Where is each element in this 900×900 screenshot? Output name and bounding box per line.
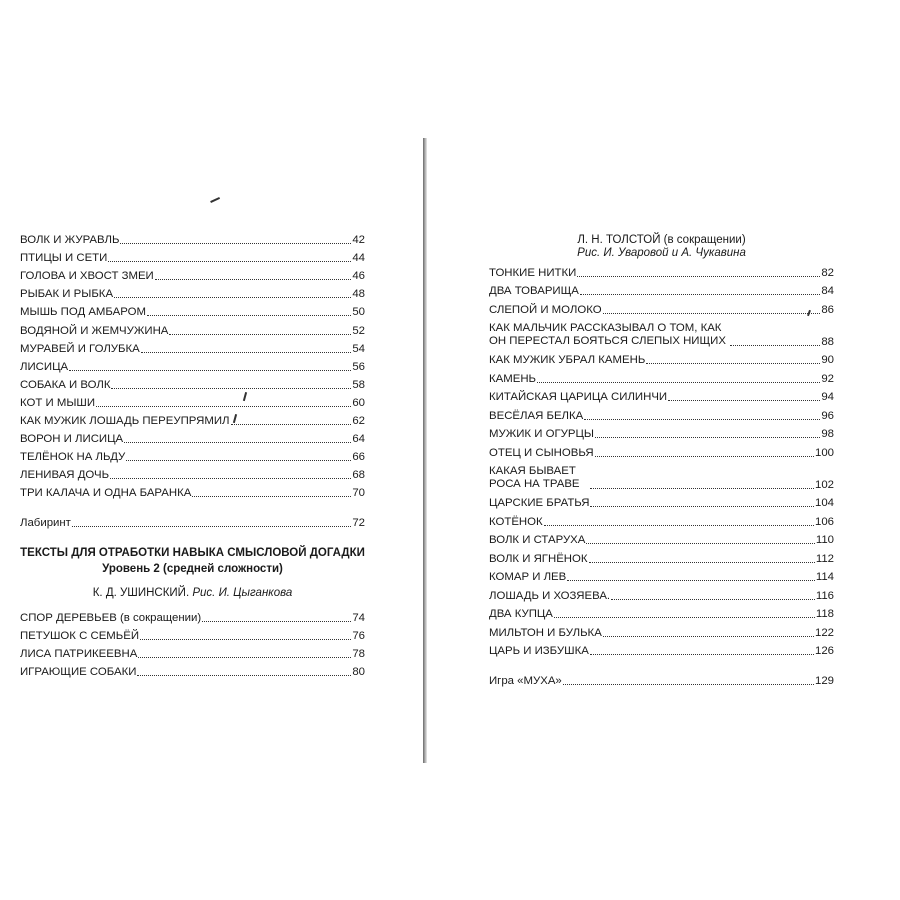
toc-page-number: 58 <box>352 378 365 391</box>
toc-dot-leader <box>137 675 351 676</box>
toc-entry <box>489 405 834 424</box>
toc-entry <box>489 262 834 281</box>
toc-entry-title: ПТИЦЫ И СЕТИ <box>20 252 108 265</box>
toc-dot-leader <box>537 382 820 383</box>
toc-entry-title: ВОЛК И ЯГНЁНОК <box>489 552 588 565</box>
toc-page-number: 76 <box>352 630 365 643</box>
toc-dot-leader <box>69 370 351 371</box>
toc-entry <box>489 622 834 641</box>
toc-page-number: 102 <box>814 478 834 491</box>
toc-page-number: 84 <box>821 285 834 297</box>
toc-page-number: 112 <box>815 552 834 565</box>
toc-entry-title: ЛИСА ПАТРИКЕЕВНА <box>20 648 138 661</box>
toc-page-number: 92 <box>821 372 834 385</box>
toc-entry-title: ИГРАЮЩИЕ СОБАКИ <box>20 666 137 679</box>
level-heading: Уровень 2 (средней сложности) <box>102 563 283 575</box>
toc-entry <box>20 411 365 429</box>
author-line <box>20 586 365 600</box>
toc-page-number: 46 <box>352 270 365 283</box>
toc-entry-title: МИЛЬТОН И БУЛЬКА <box>489 626 602 639</box>
toc-page-number: 62 <box>352 415 365 428</box>
toc-entry-title: КОТЁНОК <box>489 515 543 528</box>
toc-entry <box>20 230 365 248</box>
toc-entry <box>489 493 834 512</box>
toc-page-number: 66 <box>352 451 365 464</box>
toc-entry <box>489 461 834 493</box>
toc-entry <box>489 387 834 406</box>
toc-entry-title: СЛЕПОЙ И МОЛОКО <box>489 303 602 316</box>
toc-entry <box>20 393 365 411</box>
toc-entry-title: КАК МАЛЬЧИК РАССКАЗЫВАЛ О ТОМ, КАК ОН ПЕРЕСТАЛ БОЯТЬСЯ СЛЕПЫХ НИЩИХ <box>489 321 726 347</box>
toc-entry <box>20 608 365 626</box>
toc-page-number: 118 <box>815 608 834 620</box>
toc-dot-leader <box>730 345 820 346</box>
toc-entry <box>489 511 834 530</box>
toc-entry <box>489 530 834 549</box>
toc-entry-title: ВОРОН И ЛИСИЦА <box>20 433 124 446</box>
toc-entry-title: ТЕЛЁНОК НА ЛЬДУ <box>20 451 126 464</box>
toc-page-number: 72 <box>352 516 365 529</box>
toc-page-number: 88 <box>821 335 834 348</box>
toc-page-number: 114 <box>815 571 834 583</box>
toc-page-number: 50 <box>352 306 365 319</box>
toc-entry <box>20 447 365 465</box>
toc-entry-title: ДВА ТОВАРИЩА <box>489 285 579 297</box>
illustrators-line: Рис. И. Уваровой и А. Чукавина <box>577 247 746 259</box>
toc-dot-leader <box>72 526 351 527</box>
toc-page-number: 56 <box>352 360 365 373</box>
toc-page-number: 116 <box>815 589 834 602</box>
section-heading: ТЕКСТЫ ДЛЯ ОТРАБОТКИ НАВЫКА СМЫСЛОВОЙ ДОГАДКИ <box>20 547 365 559</box>
toc-dot-leader <box>586 543 814 544</box>
toc-entry <box>489 350 834 369</box>
toc-entry-title: КАК МУЖИК УБРАЛ КАМЕНЬ <box>489 354 646 366</box>
pen-mark <box>210 197 220 203</box>
toc-entry-title: КИТАЙСКАЯ ЦАРИЦА СИЛИНЧИ <box>489 391 668 403</box>
toc-dot-leader <box>595 456 814 457</box>
toc-entry-title: ДВА КУПЦА <box>489 608 553 620</box>
toc-entry <box>489 442 834 461</box>
toc-dot-leader <box>140 639 351 640</box>
toc-entry <box>20 644 365 662</box>
toc-entry <box>489 641 834 660</box>
toc-dot-leader <box>141 352 352 353</box>
toc-entry-title: ТОНКИЕ НИТКИ <box>489 266 577 279</box>
toc-entry <box>489 548 834 567</box>
toc-dot-leader <box>603 636 814 637</box>
toc-dot-leader <box>611 599 815 600</box>
toc-dot-leader <box>567 580 815 581</box>
toc-dot-leader <box>111 388 351 389</box>
toc-entry-title: КОТ И МЫШИ <box>20 396 96 409</box>
toc-entry <box>489 567 834 586</box>
toc-entry-title: СОБАКА И ВОЛК <box>20 378 111 391</box>
toc-page-number: 82 <box>821 266 834 279</box>
toc-dot-leader <box>110 478 351 479</box>
author-name: К. Д. УШИНСКИЙ. <box>92 587 190 599</box>
toc-entry <box>20 339 365 357</box>
toc-page-number: 129 <box>814 674 834 687</box>
toc-dot-leader <box>590 506 814 507</box>
toc-entry <box>20 357 365 375</box>
toc-page-number: 80 <box>352 666 365 679</box>
illustrator-name: Рис. И. Цыганкова <box>192 587 293 599</box>
toc-entry-title: МЫШЬ ПОД АМБАРОМ <box>20 306 146 319</box>
toc-list-left <box>20 230 365 531</box>
toc-entry <box>20 302 365 320</box>
toc-entry <box>20 662 365 680</box>
toc-entry <box>20 320 365 338</box>
toc-entry <box>20 626 365 644</box>
toc-entry <box>20 429 365 447</box>
toc-dot-leader <box>589 562 815 563</box>
toc-entry <box>489 318 834 350</box>
toc-dot-leader <box>169 334 351 335</box>
toc-dot-leader <box>155 279 352 280</box>
toc-dot-leader <box>114 297 351 298</box>
toc-page-number: 86 <box>821 303 834 316</box>
toc-entry <box>489 604 834 623</box>
toc-entry <box>20 483 365 501</box>
toc-dot-leader <box>138 657 351 658</box>
toc-entry-title: ВОЛК И СТАРУХА <box>489 534 586 546</box>
toc-entry <box>489 585 834 604</box>
left-page <box>0 0 424 900</box>
toc-entry <box>20 284 365 302</box>
toc-entry-title: ВОЛК И ЖУРАВЛЬ <box>20 234 120 247</box>
toc-dot-leader <box>595 437 820 438</box>
toc-entry-title: ГОЛОВА И ХВОСТ ЗМЕИ <box>20 270 154 283</box>
toc-entry-title: ЛОШАДЬ И ХОЗЯЕВА. <box>489 589 611 602</box>
toc-dot-leader <box>96 406 351 407</box>
toc-page-number: 90 <box>821 354 834 366</box>
toc-entry-title: ЦАРСКИЕ БРАТЬЯ <box>489 497 590 509</box>
toc-dot-leader <box>577 276 820 277</box>
toc-dot-leader <box>584 419 820 420</box>
toc-page-number: 52 <box>352 324 365 337</box>
toc-page-number: 68 <box>352 469 365 482</box>
toc-dot-leader <box>108 261 351 262</box>
toc-page-number: 122 <box>814 626 834 639</box>
toc-entry-labyrinth <box>20 512 365 530</box>
toc-entry <box>489 281 834 300</box>
toc-entry-title: СПОР ДЕРЕВЬЕВ (в сокращении) <box>20 612 202 625</box>
toc-dot-leader <box>120 243 351 244</box>
toc-entry <box>20 266 365 284</box>
toc-list-right <box>489 262 834 689</box>
toc-entry-game <box>489 670 834 689</box>
toc-entry <box>489 424 834 443</box>
toc-entry-title: КАКАЯ БЫВАЕТ РОСА НА ТРАВЕ <box>489 464 580 490</box>
toc-dot-leader <box>554 617 815 618</box>
toc-entry-title: Лабиринт <box>20 516 71 529</box>
toc-list-left-level2 <box>20 608 365 680</box>
toc-page-number: 106 <box>814 515 834 528</box>
toc-dot-leader <box>231 424 352 425</box>
toc-dot-leader <box>147 315 351 316</box>
toc-dot-leader <box>544 525 814 526</box>
toc-dot-leader <box>126 460 351 461</box>
toc-dot-leader <box>603 313 821 314</box>
toc-dot-leader <box>668 400 820 401</box>
toc-page-number: 110 <box>815 534 834 546</box>
toc-page-number: 96 <box>821 409 834 422</box>
toc-page-number: 100 <box>814 446 834 459</box>
toc-entry-title: Игра «МУХА» <box>489 674 562 687</box>
toc-dot-leader <box>646 363 820 364</box>
toc-dot-leader <box>590 488 814 489</box>
toc-entry-title: ТРИ КАЛАЧА И ОДНА БАРАНКА <box>20 487 192 500</box>
toc-entry-title: ЛИСИЦА <box>20 360 69 373</box>
toc-dot-leader <box>202 621 351 622</box>
toc-entry-title: ПЕТУШОК С СЕМЬЁЙ <box>20 630 140 643</box>
toc-page-number: 64 <box>352 433 365 446</box>
toc-entry <box>20 465 365 483</box>
toc-entry-title: ОТЕЦ И СЫНОВЬЯ <box>489 446 594 459</box>
toc-page-number: 60 <box>352 396 365 409</box>
toc-page-number: 78 <box>352 648 365 661</box>
toc-page-number: 98 <box>821 428 834 440</box>
toc-entry-title: МУРАВЕЙ И ГОЛУБКА <box>20 342 140 355</box>
toc-entry <box>20 248 365 266</box>
toc-page-number: 126 <box>814 645 834 657</box>
toc-page-number: 104 <box>814 497 834 509</box>
toc-dot-leader <box>563 684 814 685</box>
toc-entry-title: ВЕСЁЛАЯ БЕЛКА <box>489 409 584 422</box>
toc-entry-title: ВОДЯНОЙ И ЖЕМЧУЖИНА <box>20 324 169 337</box>
toc-entry-title: КАК МУЖИК ЛОШАДЬ ПЕРЕУПРЯМИЛ <box>20 415 230 428</box>
toc-entry <box>489 299 834 318</box>
toc-entry-title: КАМЕНЬ <box>489 372 537 385</box>
toc-page-number: 54 <box>352 342 365 355</box>
toc-page-number: 42 <box>352 234 365 247</box>
toc-dot-leader <box>590 654 814 655</box>
toc-page-number: 70 <box>352 487 365 500</box>
toc-entry-title: ЦАРЬ И ИЗБУШКА <box>489 645 589 657</box>
toc-page-number: 74 <box>352 612 365 625</box>
toc-entry-title: РЫБАК И РЫБКА <box>20 288 114 301</box>
toc-page-number: 44 <box>352 252 365 265</box>
toc-page-number: 48 <box>352 288 365 301</box>
toc-entry <box>20 375 365 393</box>
toc-dot-leader <box>580 294 820 295</box>
toc-dot-leader <box>124 442 351 443</box>
toc-page-number: 94 <box>821 391 834 403</box>
toc-entry-title: МУЖИК И ОГУРЦЫ <box>489 428 594 440</box>
toc-entry <box>489 368 834 387</box>
toc-dot-leader <box>192 496 351 497</box>
author-line: Л. Н. ТОЛСТОЙ (в сокращении) <box>577 234 746 246</box>
toc-entry-title: ЛЕНИВАЯ ДОЧЬ <box>20 469 110 482</box>
toc-entry-title: КОМАР И ЛЕВ <box>489 571 567 583</box>
